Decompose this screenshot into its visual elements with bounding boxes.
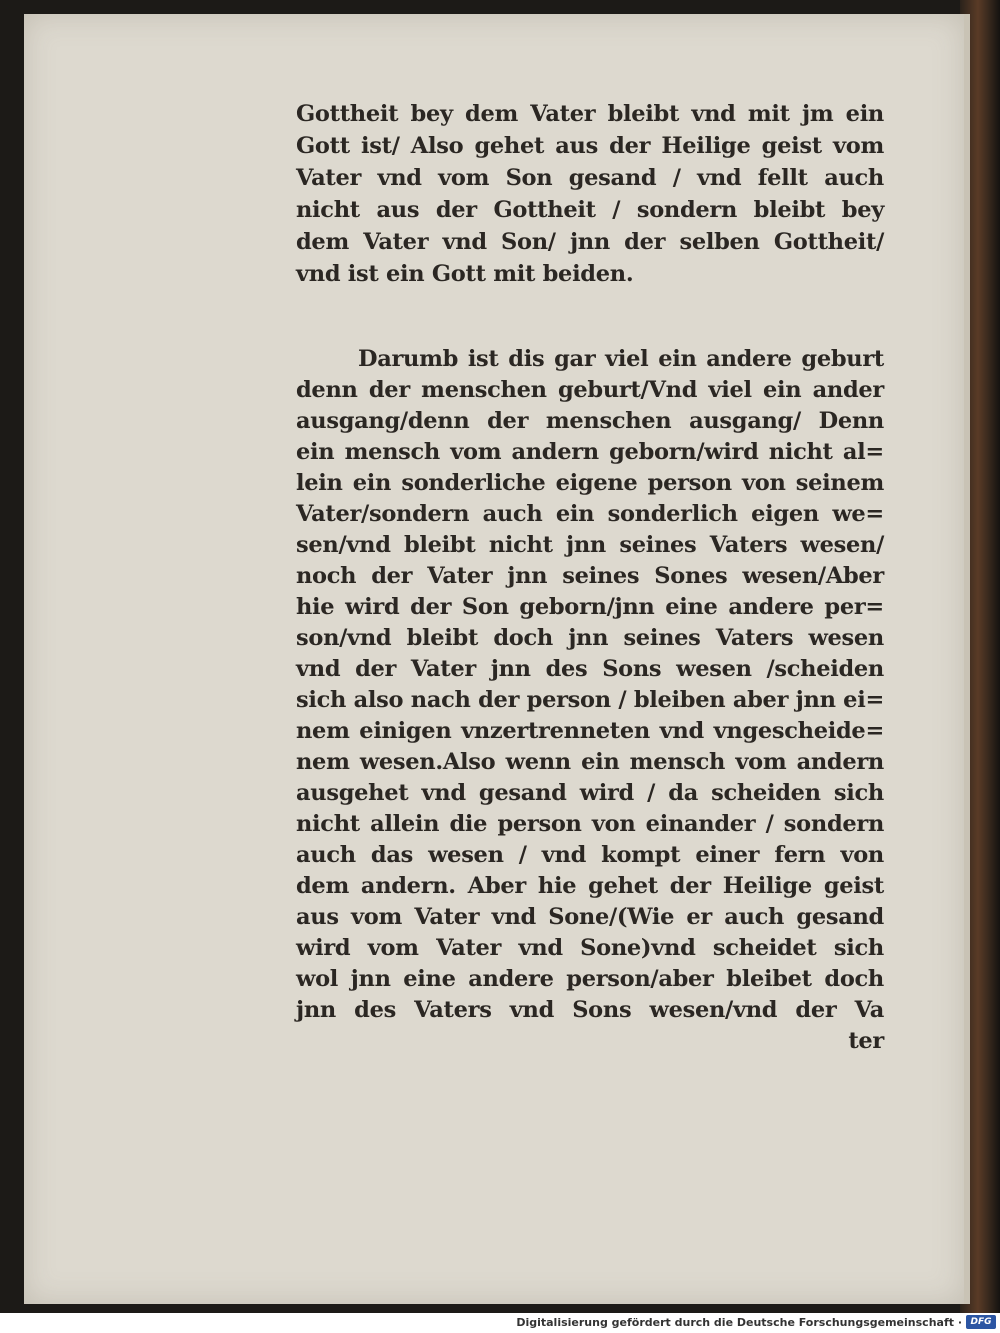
text-line: aus vom Vater vnd Sone/(Wie er auch gesand (296, 904, 884, 930)
text-line: son/vnd bleibt doch jnn seines Vaters wesen (296, 625, 884, 651)
text-line: ausgang/denn der menschen ausgang/ Denn (296, 408, 884, 434)
paragraph-2 (296, 344, 884, 1056)
text-line: Gottheit bey dem Vater bleibt vnd mit jm ein (296, 101, 884, 127)
text-line: hie wird der Son geborn/jnn eine andere per= (296, 594, 884, 620)
page-text (296, 98, 884, 1056)
text-line: denn der menschen geburt/Vnd viel ein ander (296, 377, 884, 403)
text-line: Darumb ist dis gar viel ein andere geburt (358, 346, 884, 372)
text-line: dem andern. Aber hie gehet der Heilige geist (296, 873, 884, 899)
text-line: lein ein sonderliche eigene person von seinem (296, 470, 884, 496)
text-line: Vater vnd vom Son gesand / vnd fellt auch (296, 165, 884, 191)
text-line: nem einigen vnzertrenneten vnd vngescheide= (296, 718, 884, 744)
text-line: jnn des Vaters vnd Sons wesen/vnd der Va (296, 997, 884, 1023)
text-line: vnd der Vater jnn des Sons wesen /scheiden (296, 656, 884, 682)
text-line: wird vom Vater vnd Sone)vnd scheidet sich (296, 935, 884, 961)
text-line: noch der Vater jnn seines Sones wesen/Aber (296, 563, 884, 589)
text-line: auch das wesen / vnd kompt einer fern von (296, 842, 884, 868)
text-line: Gott ist/ Also gehet aus der Heilige geist vom (296, 133, 884, 159)
text-line: wol jnn eine andere person/aber bleibet doch (296, 966, 884, 992)
text-line: sen/vnd bleibt nicht jnn seines Vaters wesen/ (296, 532, 884, 558)
text-line: vnd ist ein Gott mit beiden. (296, 261, 634, 287)
catchword: ter (848, 1028, 884, 1054)
text-line: ausgehet vnd gesand wird / da scheiden sich (296, 780, 884, 806)
footer-bar (0, 1313, 1000, 1333)
text-line: nicht aus der Gottheit / sondern bleibt bey (296, 197, 884, 223)
text-line: nem wesen.Also wenn ein mensch vom andern (296, 749, 884, 775)
dfg-logo: DFG (966, 1315, 996, 1329)
text-line: Vater/sondern auch ein sonderlich eigen we= (296, 501, 884, 527)
text-line: nicht allein die person von einander / sondern (296, 811, 884, 837)
text-line: dem Vater vnd Son/ jnn der selben Gottheit/ (296, 229, 884, 255)
text-line: sich also nach der person / bleiben aber jnn ei= (296, 687, 884, 713)
funding-credit: Digitalisierung gefördert durch die Deutsche Forschungsgemeinschaft · (516, 1316, 962, 1329)
paragraph-1 (296, 98, 884, 290)
text-line: ein mensch vom andern geborn/wird nicht al= (296, 439, 884, 465)
